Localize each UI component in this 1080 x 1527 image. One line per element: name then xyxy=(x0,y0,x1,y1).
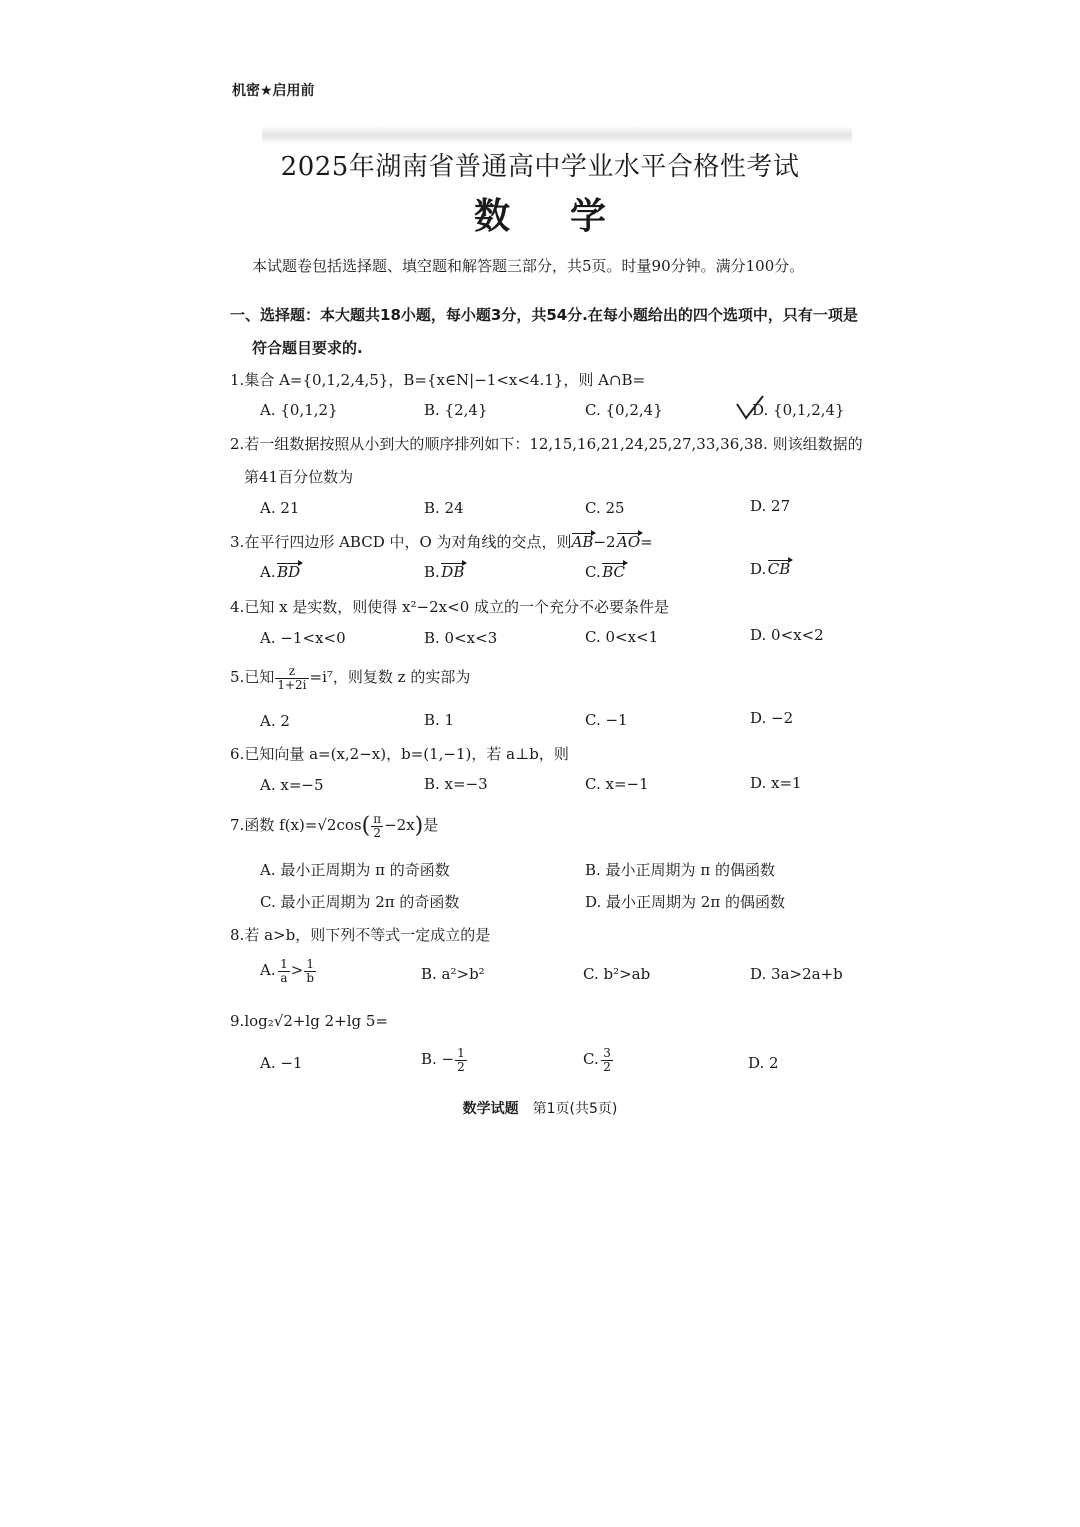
question-number: 2. xyxy=(230,435,245,453)
q5-option-c: C. −1 xyxy=(585,711,628,729)
question-text: 已知向量 a=(x,2−x)，b=(1,−1)，若 a⊥b，则 xyxy=(244,745,569,763)
q7-option-a: A. 最小正周期为 π 的奇函数 xyxy=(260,861,450,879)
q4-option-d: D. 0<x<2 xyxy=(750,626,824,644)
q9-option-a: A. −1 xyxy=(260,1054,303,1072)
q3-option-a: A. BD xyxy=(260,563,301,581)
scan-artifact-band xyxy=(262,126,852,144)
q2-option-b: B. 24 xyxy=(424,499,464,517)
q8-option-d: D. 3a>2a+b xyxy=(750,965,843,983)
question-number: 3. xyxy=(230,533,245,551)
q3-option-d: D. CB xyxy=(750,560,791,578)
q6-option-b: B. x=−3 xyxy=(424,775,488,793)
q1-option-c: C. {0,2,4} xyxy=(585,401,663,419)
subject-title: 数学 xyxy=(473,196,666,237)
question-text: 在平行四边形 ABCD 中，O 为对角线的交点，则 xyxy=(244,533,572,551)
question-number: 6. xyxy=(230,745,245,763)
q4-option-a: A. −1<x<0 xyxy=(260,629,346,647)
q3-option-c: C. BC xyxy=(585,563,625,581)
vector-ao: AO xyxy=(617,533,641,551)
footer-page-number: 第1页(共5页) xyxy=(532,1101,618,1117)
vector-cb: CB xyxy=(767,560,791,578)
q5-option-b: B. 1 xyxy=(424,711,455,729)
question-1 xyxy=(230,369,645,390)
fraction: $\frac{\pi}{2}$ xyxy=(373,812,382,840)
fraction: $\frac{z}{1+2i}$ xyxy=(277,664,307,692)
vector-bc: BC xyxy=(602,563,625,581)
section-heading-cont: 符合题目要求的. xyxy=(252,339,363,357)
q6-option-c: C. x=−1 xyxy=(585,775,649,793)
vector-bd: BD xyxy=(277,563,301,581)
question-2-cont: 第41百分位数为 xyxy=(244,468,354,486)
checkmark-icon xyxy=(735,394,765,422)
q5-option-a: A. 2 xyxy=(260,712,290,730)
question-number: 1. xyxy=(230,371,245,389)
question-text: 若 a>b，则下列不等式一定成立的是 xyxy=(244,926,491,944)
question-text: log₂√2+lg 2+lg 5= xyxy=(244,1012,388,1030)
q2-option-d: D. 27 xyxy=(750,497,791,515)
question-5: 5.已知 $\frac{z}{1+2i}$ =i⁷，则复数 z 的实部为 xyxy=(230,664,471,692)
question-4 xyxy=(230,596,669,617)
question-number: 8. xyxy=(230,926,245,944)
q9-option-c: C. $\frac{3}{2}$ xyxy=(583,1046,611,1074)
q3-option-b: B. DB xyxy=(424,563,465,581)
q4-option-c: C. 0<x<1 xyxy=(585,628,659,646)
exam-intro: 本试题卷包括选择题、填空题和解答题三部分，共5页。时量90分钟。满分100分。 xyxy=(252,257,805,275)
question-6 xyxy=(230,743,569,764)
question-text: 若一组数据按照从小到大的顺序排列如下：12,15,16,21,24,25,27,33,36,38. 则该组数据的 xyxy=(244,435,863,453)
question-number: 5. xyxy=(230,668,245,687)
q2-option-a: A. 21 xyxy=(260,499,300,517)
page-footer xyxy=(0,1098,1080,1118)
footer-subject: 数学试题 xyxy=(462,1101,519,1117)
section-heading: 一、选择题：本大题共18小题，每小题3分，共54分.在每小题给出的四个选项中，只有一项是 xyxy=(230,306,858,324)
vector-db: DB xyxy=(441,563,465,581)
confidential-label: 机密★启用前 xyxy=(232,83,315,99)
q5-option-d: D. −2 xyxy=(750,709,794,727)
q8-option-c: C. b²>ab xyxy=(583,965,651,983)
q7-option-d: D. 最小正周期为 2π 的偶函数 xyxy=(585,893,785,911)
q7-option-c: C. 最小正周期为 2π 的奇函数 xyxy=(260,893,460,911)
q1-option-b: B. {2,4} xyxy=(424,401,488,419)
q6-option-d: D. x=1 xyxy=(750,774,802,792)
fraction: $\frac{1}{b}$ xyxy=(306,957,315,985)
question-text: 集合 A={0,1,2,4,5}，B={x∈N|−1<x<4.1}，则 A∩B= xyxy=(244,371,646,389)
q7-option-b: B. 最小正周期为 π 的偶函数 xyxy=(585,861,775,879)
q9-option-d: D. 2 xyxy=(748,1054,779,1072)
q8-option-a: A. $\frac{1}{a}$ > $\frac{1}{b}$ xyxy=(260,957,315,985)
q1-option-d: D. {0,1,2,4} xyxy=(752,401,845,419)
fraction: $\frac{1}{a}$ xyxy=(280,957,288,985)
question-number: 4. xyxy=(230,598,245,616)
question-number: 7. xyxy=(230,816,245,835)
question-2 xyxy=(230,433,863,454)
q6-option-a: A. x=−5 xyxy=(260,776,324,794)
question-9 xyxy=(230,1012,388,1030)
q9-option-b: B. − $\frac{1}{2}$ xyxy=(421,1046,465,1074)
q8-option-b: B. a²>b² xyxy=(421,965,485,983)
question-3: 3.在平行四边形 ABCD 中，O 为对角线的交点，则AB−2 AO= xyxy=(230,533,653,551)
fraction: $\frac{1}{2}$ xyxy=(457,1046,465,1074)
exam-title: 2025年湖南省普通高中学业水平合格性考试 xyxy=(280,152,800,182)
question-text: 已知 x 是实数，则使得 x²−2x<0 成立的一个充分不必要条件是 xyxy=(244,598,670,616)
fraction: $\frac{3}{2}$ xyxy=(603,1046,611,1074)
q2-option-c: C. 25 xyxy=(585,499,625,517)
question-number: 9. xyxy=(230,1012,245,1030)
question-8 xyxy=(230,924,490,945)
q4-option-b: B. 0<x<3 xyxy=(424,629,498,647)
vector-ab: AB xyxy=(571,533,594,551)
question-7: 7.函数 f(x)=√2cos( $\frac{\pi}{2}$ −2x)是 xyxy=(230,812,439,840)
q1-option-a: A. {0,1,2} xyxy=(260,401,338,419)
